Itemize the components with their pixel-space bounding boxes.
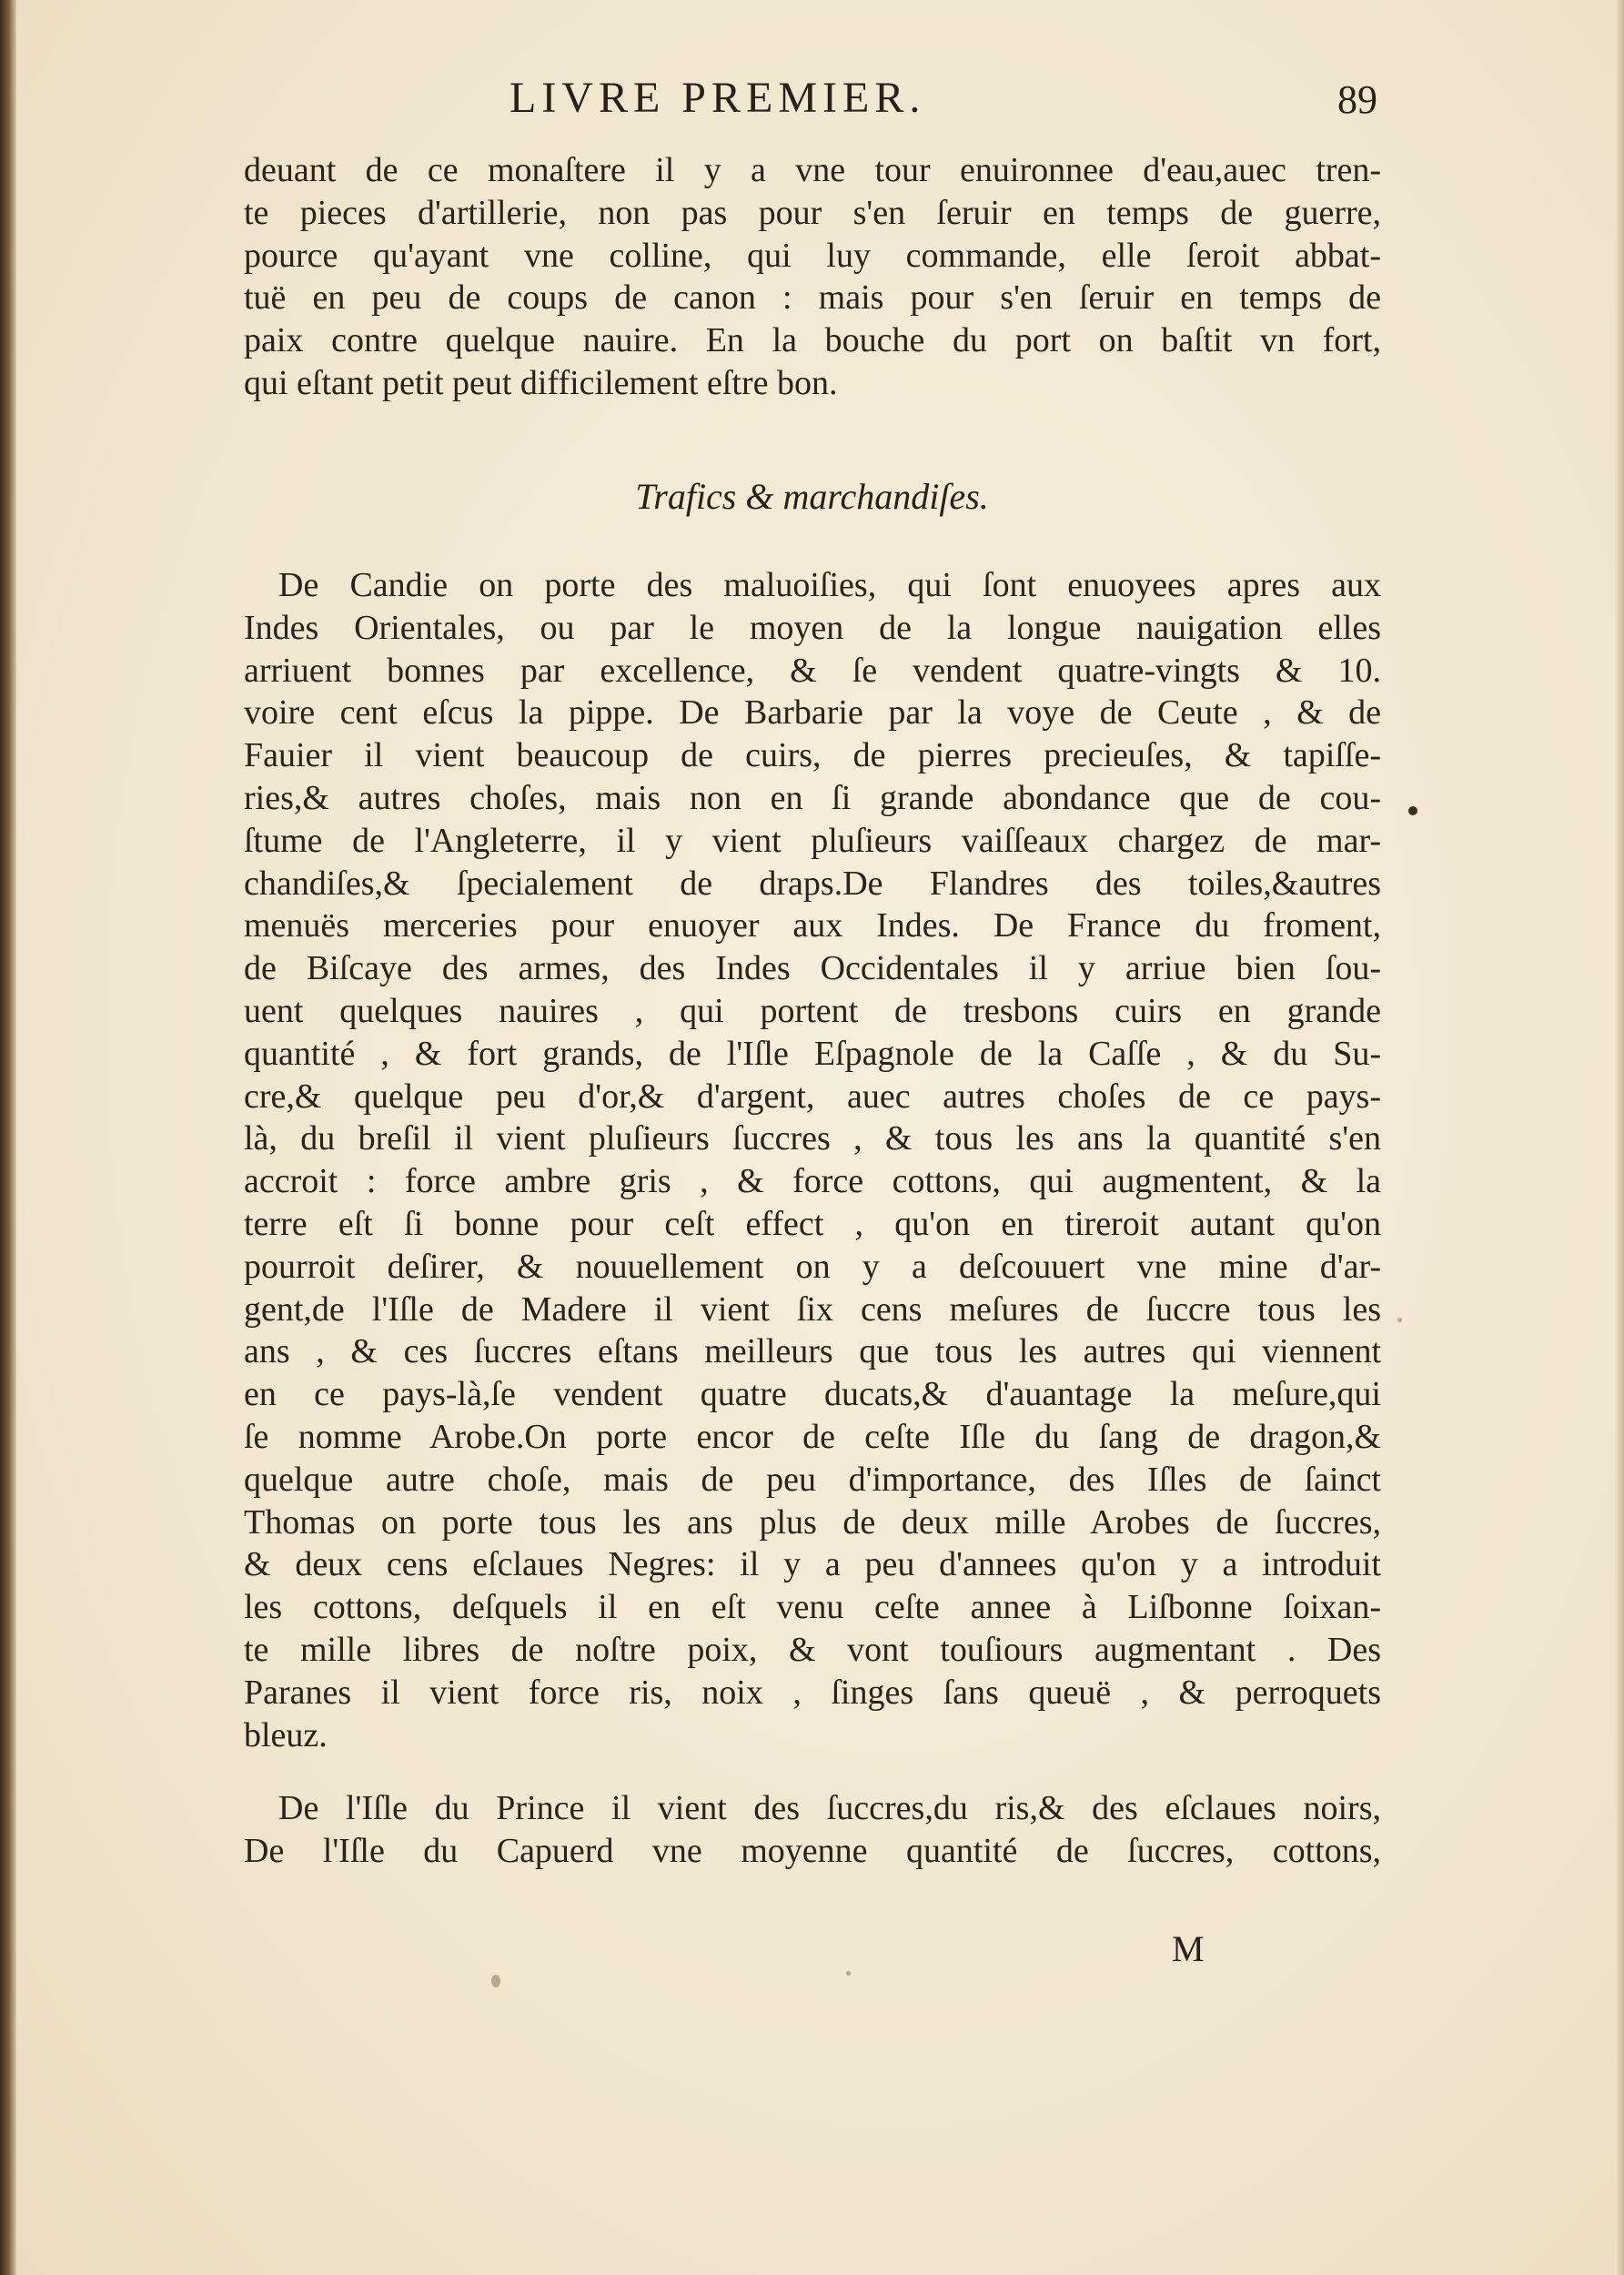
- text-line: arriuent bonnes par excellence, & ſe vendent quatre-vingts & 10.: [244, 651, 1381, 690]
- text-line: te mille libres de noſtre poix, & vont touſiours augmentant . Des: [244, 1630, 1381, 1669]
- page-number: 89: [1337, 77, 1377, 122]
- text-line: terre eſt ſi bonne pour ceſt effect , qu'on en tireroit autant qu'on: [244, 1204, 1381, 1243]
- text-line: Indes Orientales, ou par le moyen de la longue nauigation elles: [244, 608, 1381, 647]
- text-line: ſtume de l'Angleterre, il y vient pluſieurs vaiſſeaux chargez de mar-: [244, 821, 1381, 860]
- text-line: Paranes il vient force ris, noix , ſinges ſans queuë , & perroquets: [244, 1673, 1381, 1712]
- text-line: gent,de l'Iſle de Madere il vient ſix cens meſures de ſuccre tous les: [244, 1289, 1381, 1329]
- main-paragraph: [244, 564, 1381, 1756]
- text-line: cre,& quelque peu d'or,& d'argent, auec autres choſes de ce pays-: [244, 1077, 1381, 1116]
- running-title: LIVRE PREMIER.: [509, 74, 926, 122]
- text-line: uent quelques nauires , qui portent de tresbons cuirs en grande: [244, 991, 1381, 1030]
- text-line: de Biſcaye des armes, des Indes Occidentales il y arriue bien ſou-: [244, 949, 1381, 988]
- text-line: quelque autre choſe, mais de peu d'importance, des Iſles de ſainct: [244, 1460, 1381, 1499]
- text-line: là, du breſil il vient pluſieurs ſuccres , & tous les ans la quantité s'en: [244, 1119, 1381, 1158]
- final-paragraph: [244, 1787, 1381, 1873]
- paper-speck: [1397, 1318, 1402, 1322]
- text-line: & deux cens eſclaues Negres: il y a peu d'annees qu'on y a introduit: [244, 1545, 1381, 1584]
- paper-speck: [846, 1971, 851, 1976]
- text-line: pourroit deſirer, & nouuellement on y a deſcouuert vne mine d'ar-: [244, 1247, 1381, 1286]
- top-paragraph: [244, 149, 1381, 405]
- text-line: chandiſes,& ſpecialement de draps.De Flandres des toiles,&autres: [244, 864, 1381, 903]
- page-gutter-shadow: [0, 0, 16, 2275]
- text-line: bleuz.: [244, 1715, 328, 1754]
- text-line: tuë en peu de coups de canon : mais pour s'en ſeruir en temps de: [244, 278, 1381, 318]
- text-line: Thomas on porte tous les ans plus de deux mille Arobes de ſuccres,: [244, 1502, 1381, 1542]
- text-line: te pieces d'artillerie, non pas pour s'en ſeruir en temps de guerre,: [244, 193, 1381, 232]
- text-line: les cottons, deſquels il en eſt venu ceſte annee à Liſbonne ſoixan-: [244, 1588, 1381, 1627]
- text-line: De Candie on porte des maluoiſies, qui ſont enuoyees apres aux: [278, 566, 1381, 604]
- text-line: en ce pays-là,ſe vendent quatre ducats,& d'auantage la meſure,qui: [244, 1375, 1381, 1414]
- text-line: Fauier il vient beaucoup de cuirs, de pierres precieuſes, & tapiſſe-: [244, 736, 1381, 775]
- text-line: voire cent eſcus la pippe. De Barbarie par la voye de Ceute , & de: [244, 693, 1381, 733]
- section-heading: Trafics & marchandiſes.: [635, 476, 989, 517]
- text-line: pource qu'ayant vne colline, qui luy commande, elle ſeroit abbat-: [244, 236, 1381, 275]
- margin-dot: [1408, 806, 1417, 815]
- text-line: deuant de ce monaſtere il y a vne tour enuironnee d'eau,auec tren-: [244, 151, 1381, 189]
- text-line: ans , & ces ſuccres eſtans meilleurs que tous les autres qui viennent: [244, 1332, 1381, 1371]
- paper-speck: [491, 1975, 500, 1987]
- text-line: menuës merceries pour enuoyer aux Indes. De France du froment,: [244, 906, 1381, 945]
- page-edge: [1615, 0, 1624, 2275]
- text-line: ſe nomme Arobe.On porte encor de ceſte Iſle du ſang de dragon,&: [244, 1417, 1381, 1456]
- text-line: De l'Iſle du Prince il vient des ſuccres,du ris,& des eſclaues noirs,: [278, 1789, 1381, 1827]
- text-line: ries,& autres choſes, mais non en ſi grande abondance que de cou-: [244, 778, 1381, 817]
- text-line: De l'Iſle du Capuerd vne moyenne quantité de ſuccres, cottons,: [244, 1831, 1381, 1870]
- text-line: paix contre quelque nauire. En la bouche du port on baſtit vn fort,: [244, 321, 1381, 360]
- text-line: accroit : force ambre gris , & force cottons, qui augmentent, & la: [244, 1162, 1381, 1201]
- text-line: quantité , & fort grands, de l'Iſle Eſpagnole de la Caſſe , & du Su-: [244, 1034, 1381, 1073]
- catchword-signature: M: [1172, 1928, 1205, 1969]
- text-line: qui eſtant petit peut difficilement eſtre bon.: [244, 363, 838, 402]
